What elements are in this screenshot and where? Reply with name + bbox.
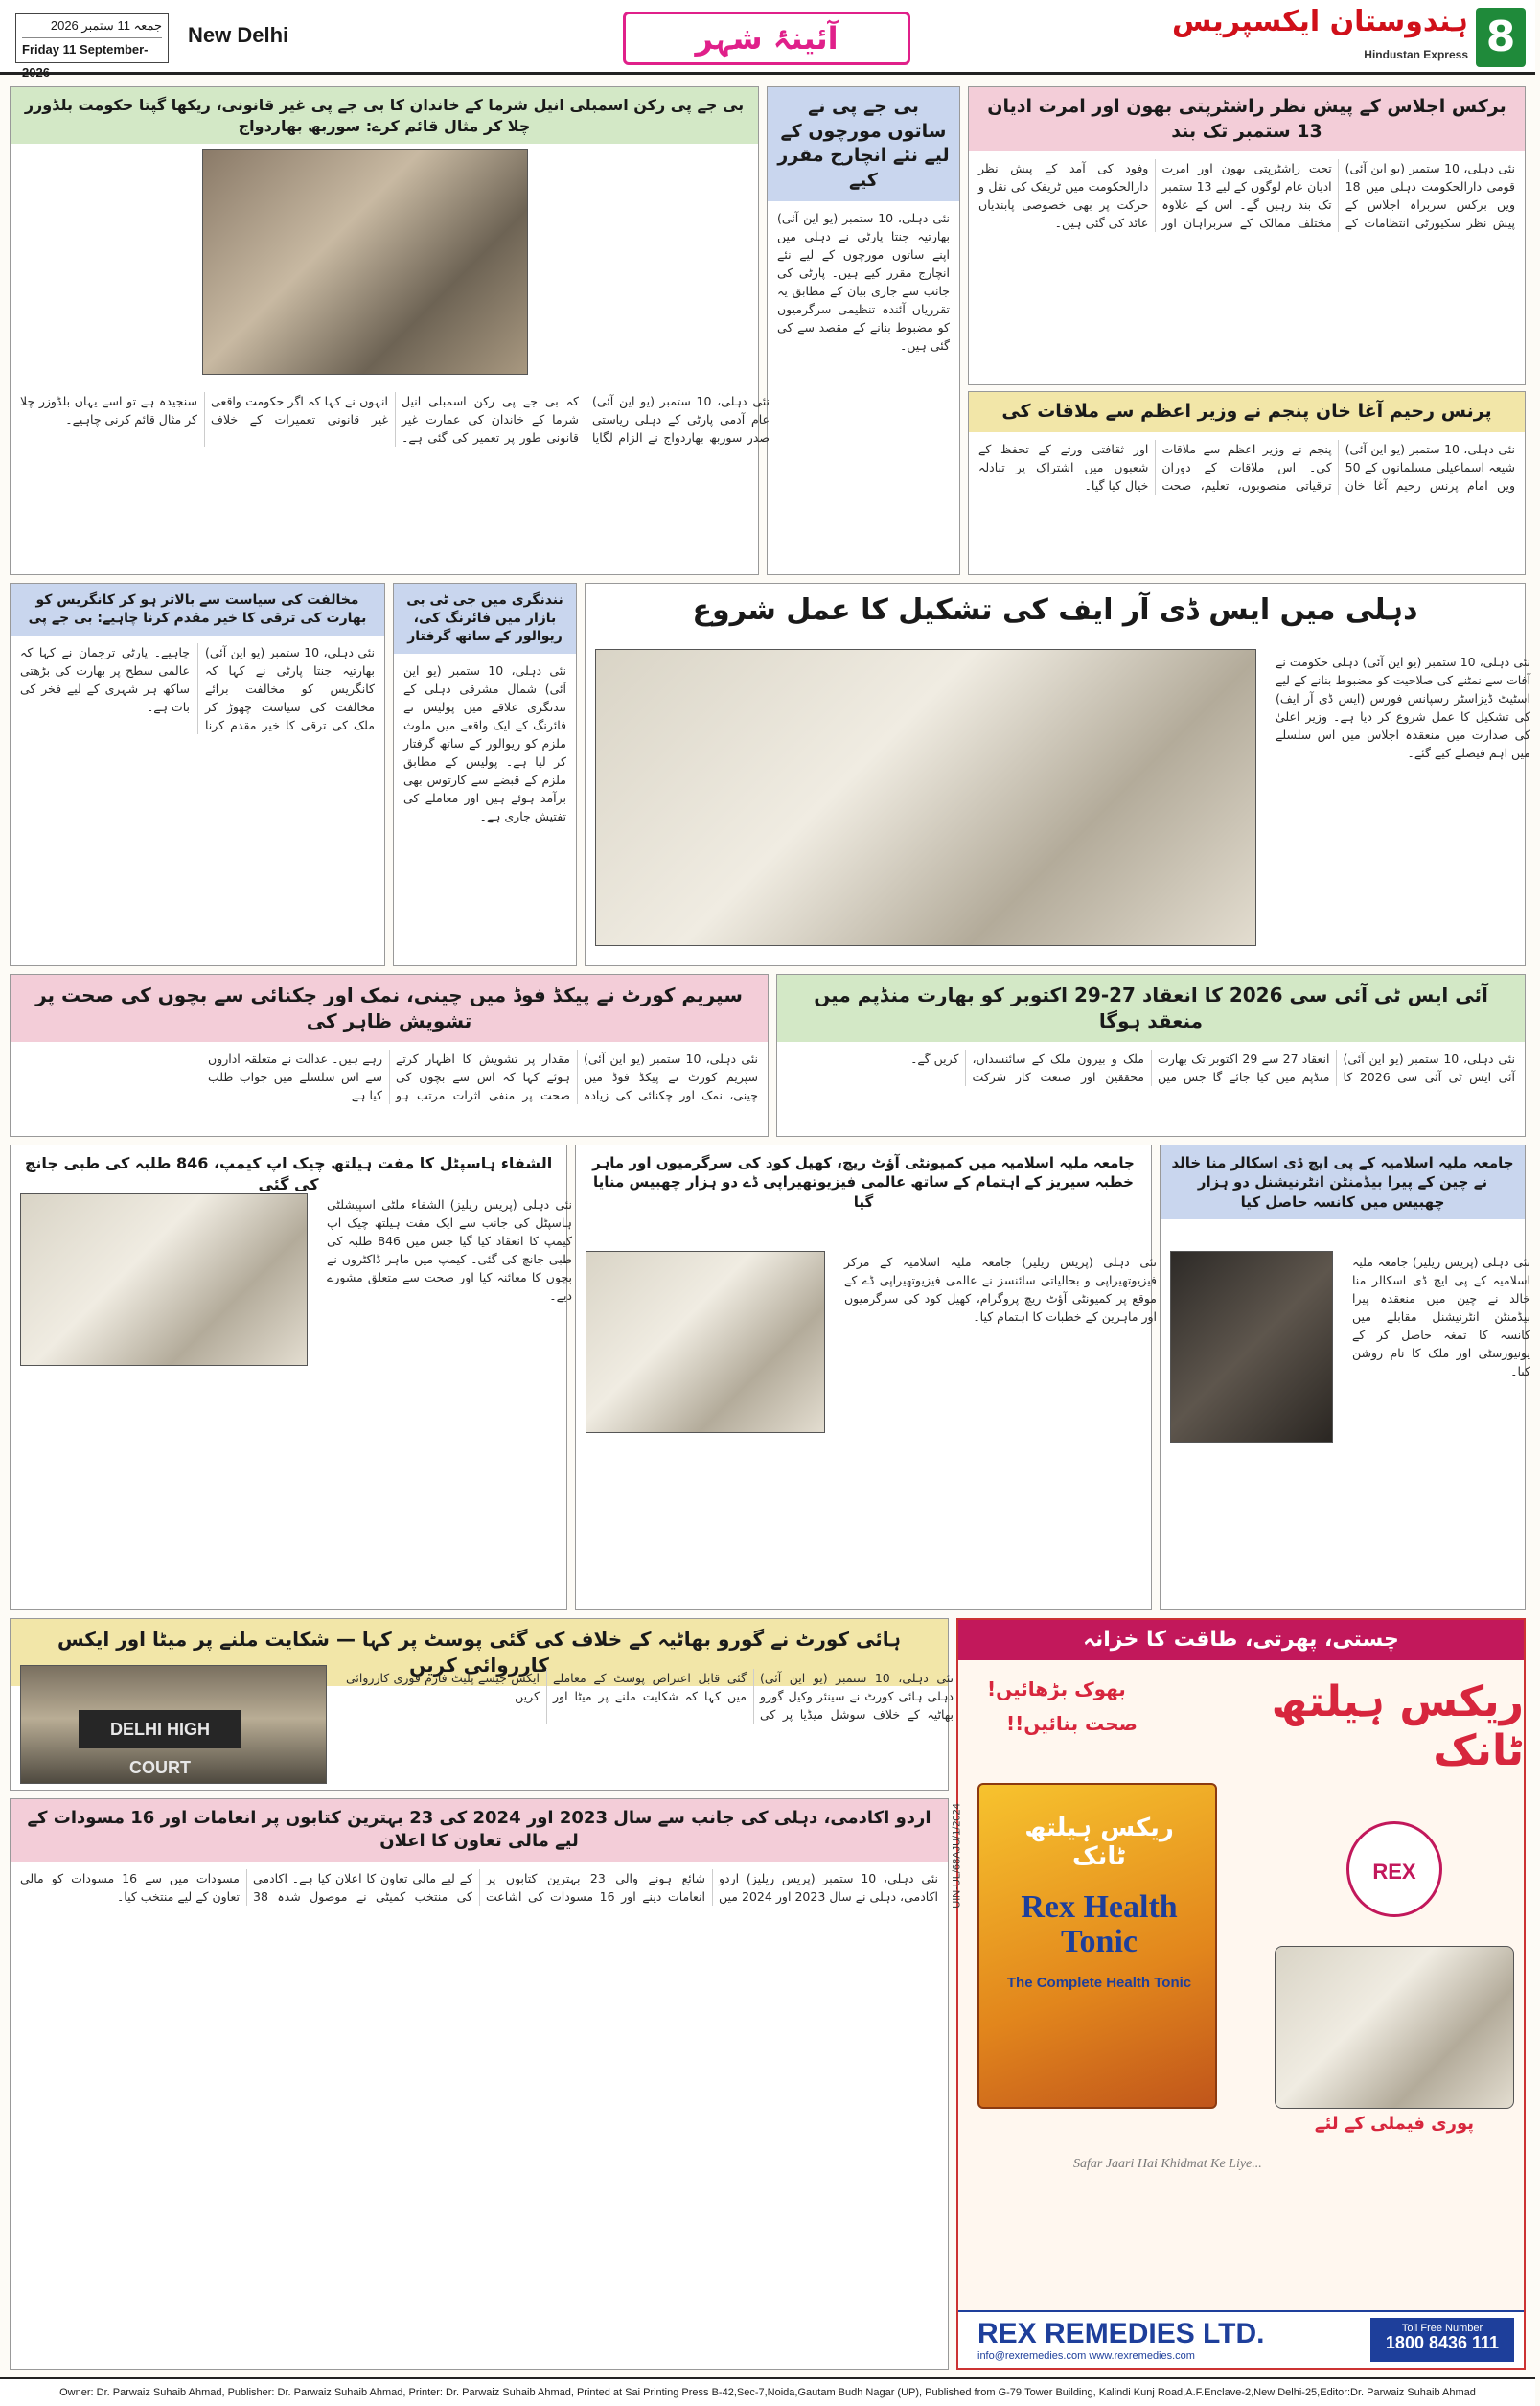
story-headline: ہائی کورٹ نے گورو بھاٹیہ کے خلاف کی گئی پوسٹ پر کہا — شکایت ملنے پر میٹا اور ایکس کارروائی کریں bbox=[11, 1619, 948, 1686]
advertisement bbox=[951, 1618, 1526, 2370]
story-parliament bbox=[968, 86, 1526, 385]
ad-tagline-2: صحت بنائیں!! bbox=[1006, 1712, 1138, 1735]
story-headline: جامعہ ملیہ اسلامیہ میں کمیونٹی آؤٹ ریچ، کھیل کود کی سرگرمیوں اور ماہر خطبہ سیریز کے اہتمام کے ساتھ عالمی فیزیوتھیراپی ڈے دو ہزار چھبیس منایا گیا bbox=[576, 1145, 1151, 1219]
story-headline: آئی ایس ٹی آئی سی 2026 کا انعقاد 27-29 اکتوبر کو بھارت منڈپم میں منعقد ہوگا bbox=[777, 975, 1525, 1042]
story-body: نئی دہلی (پریس ریلیز) جامعہ ملیہ اسلامیہ کے مرکز فیزیوتھیراپی و بحالیاتی سائنسز نے عالمی فیزیوتھیراپی ڈے کے موقع پر کمیونٹی آؤٹ ریچ پروگرام، کھیل کود کی سرگرمیوں اور ماہرین کے خطبات کا اہتمام کیا۔ bbox=[844, 1255, 1157, 1324]
brand-english: Hindustan Express bbox=[1364, 48, 1468, 61]
city-label: New Delhi bbox=[188, 23, 289, 47]
imprint-line: Owner: Dr. Parwaiz Suhaib Ahmad, Publisher: Dr. Parwaiz Suhaib Ahmad, Printer: Dr. Parwaiz Suhaib Ahmad, Printed at Sai Printing Press B-42,Sec-7,Noida,Gautam Budh Nagar (UP), Published from G-79,Tower Building, Kalindi Kunj Road,A.F.Enclave-2,New Delhi-25,Editor:Dr. Parwaiz Suhaib Ahmad bbox=[0, 2377, 1535, 2406]
story-jamia bbox=[575, 1145, 1157, 1610]
date-english: Friday 11 September-2026 bbox=[22, 42, 149, 80]
story-headline: جامعہ ملیہ اسلامیہ کے پی ایچ ڈی اسکالر منا خالد نے چین کے پیرا بیڈمنٹن انٹرنیشنل دو ہزار چھبیس میں کانسہ حاصل کیا bbox=[1161, 1145, 1525, 1219]
story-highcourt bbox=[10, 1618, 954, 1791]
story-headline: اردو اکادمی، دہلی کی جانب سے سال 2023 اور 2024 کی 23 بہترین کتابوں پر انعامات اور 16 مسودات کے لیے مالی تعاون کا اعلان bbox=[11, 1799, 948, 1862]
story-headline: الشفاء ہاسپٹل کا مفت ہیلتھ چیک اپ کیمپ، 846 طلبہ کی طبی جانچ کی گئی bbox=[11, 1145, 566, 1202]
story-body: نئی دہلی، 10 ستمبر (یو این آئی) عام آدمی پارٹی کے دہلی ریاستی صدر سوربھ بھاردواج نے الزام لگایا کہ بی جے پی رکن اسمبلی انیل شرما کے خاندان کی عمارت غیر قانونی طور پر تعمیر کی گئی ہے۔ انہوں نے کہا کہ اگر حکومت واقعی غیر قانونی تعمیرات کے خلاف سنجیدہ ہے تو اسے یہاں بلڈوزر چلا کر مثال قائم کرنی چاہیے۔ bbox=[20, 394, 770, 445]
story-headline: مخالفت کی سیاست سے بالاتر ہو کر کانگریس کو بھارت کی ترقی کا خیر مقدم کرنا چاہیے: بی جے پی bbox=[11, 584, 384, 636]
story-headline: سپریم کورٹ نے پیکڈ فوڈ میں چینی، نمک اور چکنائی سے بچوں کی صحت پر تشویش ظاہر کی bbox=[11, 975, 768, 1042]
date-urdu: جمعہ 11 ستمبر 2026 bbox=[22, 14, 162, 38]
story-photo bbox=[20, 1193, 308, 1366]
story-body: نئی دہلی، 10 ستمبر (یو این آئی) شیعہ اسماعیلی مسلمانوں کے 50 ویں امام پرنس رحیم آغا خان پنجم نے وزیر اعظم سے ملاقات کی۔ اس ملاقات کے دوران ترقیاتی منصوبوں، تعلیم، صحت اور ثقافتی ورثے کے تحفظ کے شعبوں میں اشتراک پر تبادلہ خیال کیا گیا۔ bbox=[978, 441, 1515, 493]
section-title: آئینۂ شہر bbox=[623, 12, 910, 65]
story-headline: برکس اجلاس کے پیش نظر راشٹرپتی بھون اور امرت ادیان 13 ستمبر تک بند bbox=[969, 87, 1525, 151]
story-body: نئی دہلی، 10 ستمبر (یو این آئی) سپریم کورٹ نے پیکڈ فوڈ میں چینی، نمک اور چکنائی کی زیادہ مقدار پر تشویش کا اظہار کرتے ہوئے کہا کہ اس سے بچوں کی صحت پر منفی اثرات مرتب ہو رہے ہیں۔ عدالت نے متعلقہ اداروں سے اس سلسلے میں جواب طلب کیا ہے۔ bbox=[208, 1052, 758, 1102]
ad-toll-number: 1800 8436 111 bbox=[1385, 2333, 1500, 2352]
ad-toll-free bbox=[1370, 2318, 1514, 2362]
page-number: 8 bbox=[1476, 8, 1526, 67]
story-photo bbox=[586, 1251, 825, 1433]
story-headline: دہلی میں ایس ڈی آر ایف کی تشکیل کا عمل شروع bbox=[586, 584, 1525, 638]
story-istic bbox=[776, 974, 1526, 1137]
story-supreme bbox=[10, 974, 769, 1137]
ad-toll-label: Toll Free Number bbox=[1401, 2323, 1483, 2334]
story-hospital bbox=[10, 1145, 572, 1610]
story-body: نئی دہلی، 10 ستمبر (یو این آئی) آئی ایس ٹی آئی سی 2026 کا انعقاد 27 سے 29 اکتوبر تک بھارت منڈپم میں کیا جائے گا جس میں ملک و بیرون ملک کے سائنسداں، محققین اور صنعت کار شرکت کریں گے۔ bbox=[910, 1052, 1515, 1084]
ad-slogan: Safar Jaari Hai Khidmat Ke Liye... bbox=[1073, 2157, 1262, 2171]
story-congress bbox=[10, 583, 385, 966]
date-box bbox=[15, 13, 169, 80]
ad-reg-number: UIN-UL/68AJU/1/2024 bbox=[951, 1803, 963, 1909]
ad-contact: info@rexremedies.com www.rexremedies.com bbox=[977, 2350, 1195, 2362]
story-photo bbox=[20, 1665, 327, 1784]
story-photo bbox=[202, 149, 528, 375]
story-photo bbox=[1170, 1251, 1333, 1443]
story-body: نئی دہلی (پریس ریلیز) الشفاء ملٹی اسپیشلٹی ہاسپٹل کی جانب سے ایک مفت ہیلتھ چیک اپ کیمپ کا انعقاد کیا گیا جس میں 846 طلبہ کی طبی جانچ کی گئی۔ کیمپ میں ماہر ڈاکٹروں نے بچوں کا معائنہ کیا اور صحت سے متعلق مشورے دیے۔ bbox=[327, 1197, 572, 1303]
brand-urdu: ہندوستان ایکسپریس bbox=[1172, 5, 1468, 38]
rex-logo-icon: REX bbox=[1346, 1821, 1442, 1917]
story-body: نئی دہلی، 10 ستمبر (یو این آئی) دہلی ہائی کورٹ نے سینئر وکیل گورو بھاٹیہ کے خلاف سوشل میڈیا پر کی گئی قابل اعتراض پوسٹ کے معاملے میں کہا کہ شکایت ملنے پر میٹا اور ایکس جیسے پلیٹ فارم فوری کارروائی کریں۔ bbox=[346, 1671, 954, 1722]
story-body: نئی دہلی، 10 ستمبر (یو این آئی) بھارتیہ جنتا پارٹی نے کہا کہ کانگریس کو مخالفت برائے مخالفت کی سیاست چھوڑ کر ملک کی ترقی کا خیر مقدم کرنا چاہیے۔ پارٹی ترجمان نے کہا کہ عالمی سطح پر بھارت کی بڑھتی ساکھ ہر شہری کے لیے فخر کی بات ہے۔ bbox=[20, 644, 375, 732]
ad-tagline-1: بھوک بڑھائیں! bbox=[987, 1677, 1126, 1700]
story-scholar bbox=[1160, 1145, 1530, 1610]
brand-logo bbox=[1172, 6, 1468, 71]
ad-box-name: Rex Health Tonic bbox=[1021, 1889, 1178, 1959]
story-body: نئی دہلی، 10 ستمبر (یو این آئی) بھارتیہ جنتا پارٹی نے دہلی میں اپنے ساتوں مورچوں کے لیے نئے انچارج مقرر کیے ہیں۔ پارٹی کی جانب سے جاری بیان کے مطابق یہ تقرریاں آئندہ تنظیمی سرگرمیوں کو مضبوط بنانے کے مقصد سے کی گئی ہیں۔ bbox=[777, 210, 950, 353]
ad-family-photo bbox=[1275, 1946, 1514, 2109]
story-headline: بی جے پی نے ساتوں مورچوں کے لیے نئے انچارج مقرر کیے bbox=[768, 87, 959, 201]
ad-brand-urdu: ریکس ہیلتھ ٹانک bbox=[1271, 1677, 1524, 1775]
story-bjp bbox=[767, 86, 960, 575]
ad-family-label: پوری فیملی کے لئے bbox=[1314, 2114, 1475, 2134]
story-firing bbox=[393, 583, 577, 966]
story-body: نئی دہلی، 10 ستمبر (پریس ریلیز) اردو اکادمی، دہلی نے سال 2023 اور 2024 میں شائع ہونے والی 23 بہترین کتابوں پر انعامات دینے اور 16 مسودات کی اشاعت کے لیے مالی تعاون کا اعلان کیا ہے۔ اکادمی کی منتخب کمیٹی نے موصول شدہ 38 مسودات میں سے 16 مسودات کو مالی تعاون کے لیے منتخب کیا۔ bbox=[20, 1870, 938, 1904]
story-mla bbox=[10, 86, 770, 575]
masthead bbox=[0, 0, 1535, 80]
ad-top-banner: چستی، پھرتی، طاقت کا خزانہ bbox=[958, 1620, 1524, 1660]
story-headline: نندنگری میں جی ٹی بی بازار میں فائرنگ کی، ریوالور کے ساتھ گرفتار bbox=[394, 584, 576, 654]
story-headline: پرنس رحیم آغا خان پنجم نے وزیر اعظم سے ملاقات کی bbox=[969, 392, 1525, 432]
story-body: نئی دہلی، 10 ستمبر (یو این آئی) دہلی حکومت نے آفات سے نمٹنے کی صلاحیت کو مضبوط بنانے کے لیے اسٹیٹ ڈیزاسٹر رسپانس فورس (ایس ڈی آر ایف) کی تشکیل کا عمل شروع کر دیا ہے۔ وزیر اعلیٰ کی صدارت میں منعقدہ اجلاس میں اس سلسلے میں اہم فیصلے کیے گئے۔ bbox=[1276, 655, 1530, 760]
ad-company-name: REX REMEDIES LTD. bbox=[977, 2318, 1265, 2349]
story-body: نئی دہلی، 10 ستمبر (یو این آئی) قومی دارالحکومت دہلی میں 18 ویں برکس سربراہ اجلاس کے پیش نظر سکیورٹی انتظامات کے تحت راشٹرپتی بھون اور امرت ادیان عام لوگوں کے لیے 13 ستمبر تک بند رہیں گے۔ اس کے علاوہ مختلف ممالک کے سربراہان اور وفود کی آمد کے پیش نظر دارالحکومت میں ٹریفک کی نقل و حرکت پر بھی خصوصی پابندیاں عائد کی گئی ہیں۔ bbox=[978, 161, 1515, 231]
story-body: نئی دہلی، 10 ستمبر (یو این آئی) شمال مشرقی دہلی کے نندنگری علاقے میں پولیس نے فائرنگ کے ایک واقعے میں ملوث ملزم کو ریوالور کے ساتھ گرفتار کر لیا ہے۔ پولیس کے مطابق ملزم کے قبضے سے کارتوس بھی برآمد ہوئے ہیں اور معاملے کی تفتیش جاری ہے۔ bbox=[403, 662, 566, 823]
story-photo bbox=[595, 649, 1256, 946]
ad-box-subtitle: The Complete Health Tonic bbox=[1006, 1975, 1192, 1991]
ad-footer bbox=[958, 2310, 1524, 2368]
story-sdrf bbox=[585, 583, 1530, 966]
story-body: نئی دہلی (پریس ریلیز) جامعہ ملیہ اسلامیہ کے پی ایچ ڈی اسکالر منا خالد نے چین میں منعقدہ پیرا بیڈمنٹن انٹرنیشنل مقابلے میں کانسہ کا تمغہ حاصل کر کے یونیورسٹی اور ملک کا نام روشن کیا۔ bbox=[1352, 1255, 1530, 1378]
story-academy bbox=[10, 1798, 949, 2370]
ad-box-urdu: ریکس ہیلتھ ٹانک bbox=[1024, 1814, 1174, 1871]
story-headline: بی جے پی رکن اسمبلی انیل شرما کے خاندان کا بی جے پی غیر قانونی، ریکھا گپتا حکومت بلڈوزر چلا کر مثال قائم کرے: سوربھ بھاردواج bbox=[11, 87, 758, 144]
story-prince bbox=[968, 391, 1526, 575]
court-sign: DELHI HIGH COURT bbox=[79, 1710, 241, 1748]
ad-product-box bbox=[977, 1783, 1217, 2109]
